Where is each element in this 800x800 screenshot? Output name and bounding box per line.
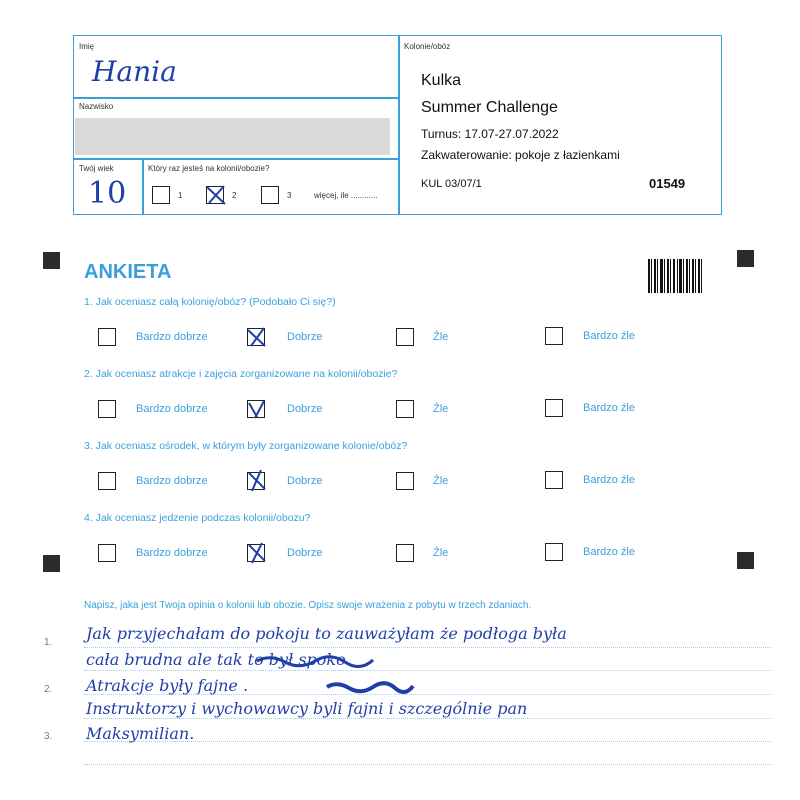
question-1-text: 1. Jak oceniasz całą kolonię/obóz? (Podobało Ci się?): [84, 296, 336, 308]
kolonie-label: Kolonie/obóz: [404, 42, 451, 51]
handwritten-line-3: Atrakcje były fajne .: [86, 676, 249, 695]
writing-line: [84, 718, 772, 719]
q1-bardzo-dobrze-checkbox[interactable]: [98, 328, 116, 346]
wiecej-label: więcej, ile ............: [314, 191, 378, 200]
handwritten-line-4: Instruktorzy i wychowawcy byli fajni i szczególnie pan: [86, 699, 528, 718]
ktory-raz-label: Który raz jesteś na kolonii/obozie?: [148, 164, 270, 173]
line-number-1: 1.: [44, 637, 53, 648]
imie-label: Imię: [79, 42, 95, 51]
line-number-3: 3.: [44, 731, 53, 742]
q4-zle-label: Źle: [433, 547, 449, 559]
q3-bardzo-zle-label: Bardzo źle: [583, 474, 635, 486]
camp-turnus: Turnus: 17.07-27.07.2022: [421, 127, 559, 141]
writing-line: [84, 764, 772, 765]
q2-dobrze-checkbox[interactable]: [247, 400, 265, 418]
registration-mark-top-left: [43, 252, 60, 269]
q3-dobrze-label: Dobrze: [287, 475, 323, 487]
q2-zle-label: Źle: [433, 403, 449, 415]
option-2-checkbox[interactable]: [206, 186, 224, 204]
q4-zle-checkbox[interactable]: [396, 544, 414, 562]
q2-dobrze-label: Dobrze: [287, 403, 323, 415]
q2-bardzo-zle-label: Bardzo źle: [583, 402, 635, 414]
camp-name: Kulka: [421, 72, 462, 89]
camp-program: Summer Challenge: [421, 99, 558, 116]
q1-bardzo-zle-checkbox[interactable]: [545, 327, 563, 345]
opinion-prompt: Napisz, jaka jest Twoja opinia o kolonii lub obozie. Opisz swoje wrażenia z pobytu w trzech zdaniach.: [84, 600, 532, 611]
survey-title: ANKIETA: [84, 261, 172, 283]
q1-zle-label: Źle: [433, 331, 449, 343]
q4-bardzo-dobrze-checkbox[interactable]: [98, 544, 116, 562]
handwritten-line-1: Jak przyjechałam do pokoju to zauważyłam że podłoga była: [86, 624, 567, 643]
nazwisko-redaction: [75, 118, 390, 155]
scribble-crossout: [325, 679, 415, 695]
q2-bardzo-dobrze-checkbox[interactable]: [98, 400, 116, 418]
writing-line: [84, 670, 772, 671]
q3-bardzo-zle-checkbox[interactable]: [545, 471, 563, 489]
question-4-text: 4. Jak oceniasz jedzenie podczas kolonii/obozu?: [84, 512, 311, 524]
check-x-icon: [246, 326, 268, 348]
handwritten-line-2: cała brudna ale tak to był spoko.: [86, 650, 351, 669]
nazwisko-label: Nazwisko: [79, 102, 114, 111]
handwritten-line-5: Maksymilian.: [86, 724, 195, 743]
check-x-icon: [205, 184, 227, 206]
q3-zle-label: Źle: [433, 475, 449, 487]
barcode-icon: [648, 259, 702, 293]
q3-zle-checkbox[interactable]: [396, 472, 414, 490]
q2-bardzo-dobrze-label: Bardzo dobrze: [136, 403, 208, 415]
option-2-label: 2: [232, 191, 237, 200]
registration-mark-top-right: [737, 250, 754, 267]
q4-bardzo-zle-checkbox[interactable]: [545, 543, 563, 561]
imie-value[interactable]: Hania: [92, 55, 177, 88]
scribble-crossout: [255, 652, 375, 670]
camp-number: 01549: [649, 176, 686, 191]
check-x-icon: [246, 398, 268, 420]
q1-zle-checkbox[interactable]: [396, 328, 414, 346]
camp-zakwaterowanie: Zakwaterowanie: pokoje z łazienkami: [421, 148, 620, 162]
line-number-2: 2.: [44, 684, 53, 695]
q1-dobrze-checkbox[interactable]: [247, 328, 265, 346]
question-3-text: 3. Jak oceniasz ośrodek, w którym były zorganizowane kolonie/obóz?: [84, 440, 408, 452]
option-1-label: 1: [178, 191, 183, 200]
option-3-checkbox[interactable]: [261, 186, 279, 204]
registration-mark-bottom-right: [737, 552, 754, 569]
q1-bardzo-dobrze-label: Bardzo dobrze: [136, 331, 208, 343]
question-2-text: 2. Jak oceniasz atrakcje i zajęcia zorganizowane na kolonii/obozie?: [84, 368, 398, 380]
q1-bardzo-zle-label: Bardzo źle: [583, 330, 635, 342]
q2-bardzo-zle-checkbox[interactable]: [545, 399, 563, 417]
check-x-icon: [246, 470, 268, 492]
wiek-value[interactable]: 10: [88, 176, 127, 211]
q4-bardzo-zle-label: Bardzo źle: [583, 546, 635, 558]
q1-dobrze-label: Dobrze: [287, 331, 323, 343]
option-1-checkbox[interactable]: [152, 186, 170, 204]
registration-mark-bottom-left: [43, 555, 60, 572]
q3-bardzo-dobrze-checkbox[interactable]: [98, 472, 116, 490]
q3-bardzo-dobrze-label: Bardzo dobrze: [136, 475, 208, 487]
option-3-label: 3: [287, 191, 292, 200]
q4-bardzo-dobrze-label: Bardzo dobrze: [136, 547, 208, 559]
q3-dobrze-checkbox[interactable]: [247, 472, 265, 490]
q4-dobrze-checkbox[interactable]: [247, 544, 265, 562]
writing-line: [84, 647, 772, 648]
camp-code: KUL 03/07/1: [421, 178, 482, 190]
check-x-icon: [246, 542, 268, 564]
wiek-label: Twój wiek: [79, 164, 114, 173]
q4-dobrze-label: Dobrze: [287, 547, 323, 559]
q2-zle-checkbox[interactable]: [396, 400, 414, 418]
